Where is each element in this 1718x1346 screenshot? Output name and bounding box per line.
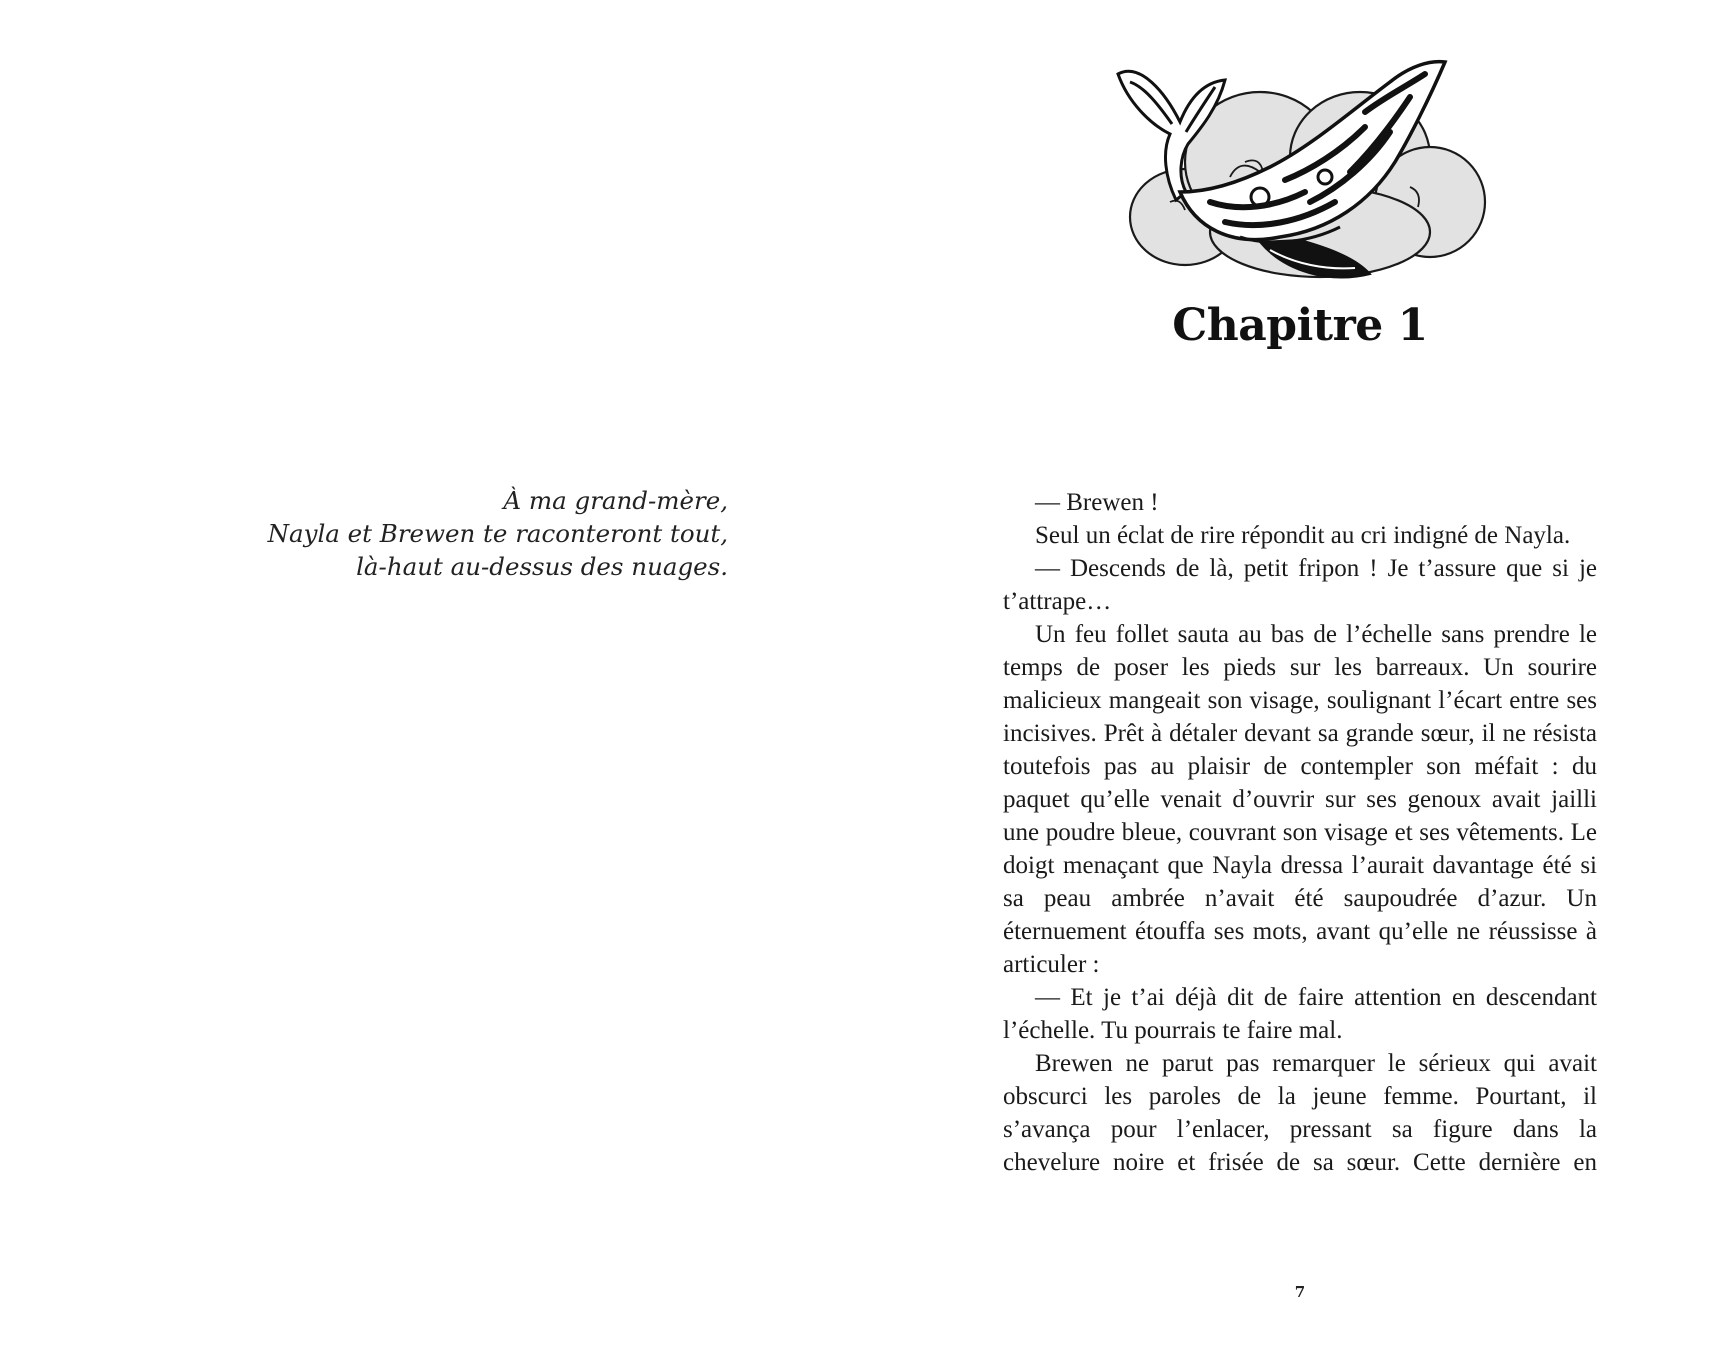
paragraph: Un feu follet sauta au bas de l’échelle sans prendre le temps de poser les pieds sur les barreaux. Un sourire malicieux mangeait son visage, soulignant l’écart entre ses incisives. Prêt à détaler devant sa grande sœur, il ne résista toutefois pas au plaisir de contempler son méfait : du paquet qu’elle venait d’ouvrir sur ses genoux avait jailli une poudre bleue, couvrant son visage et ses vêtements. Le doigt menaçant que Nayla dressa l’aurait davantage été si sa peau ambrée n’avait été saupoudrée d’azur. Un éternuement étouffa ses mots, avant qu’elle ne réussisse à articuler : bbox=[1003, 621, 1597, 978]
dedication-line: À ma grand-mère, bbox=[503, 486, 728, 515]
chapter-title: Chapitre 1 bbox=[1172, 300, 1428, 351]
paragraph: Brewen ne parut pas remarquer le sérieux qui avait obscurci les paroles de la jeune femme. Pourtant, il s’avança pour l’enlacer, pressant sa figure dans la chevelure noire et frisée de sa sœur. Cette dernière en bbox=[1003, 1050, 1597, 1176]
page-number: 7 bbox=[1294, 1283, 1306, 1301]
dedication-line: là-haut au-dessus des nuages. bbox=[356, 552, 728, 581]
paragraph: — Descends de là, petit fripon ! Je t’assure que si je t’attrape… bbox=[1003, 555, 1597, 615]
paragraph: — Brewen ! bbox=[1035, 489, 1159, 516]
chapter-body bbox=[1003, 486, 1597, 1179]
dedication-line: Nayla et Brewen te raconteront tout, bbox=[267, 519, 728, 548]
paragraph: Seul un éclat de rire répondit au cri indigné de Nayla. bbox=[1035, 522, 1571, 549]
dedication bbox=[208, 484, 728, 583]
whale-icon bbox=[1110, 52, 1490, 312]
paragraph: — Et je t’ai déjà dit de faire attention en descendant l’échelle. Tu pourrais te faire mal. bbox=[1003, 984, 1597, 1044]
whale-over-clouds-illustration bbox=[1110, 52, 1490, 312]
